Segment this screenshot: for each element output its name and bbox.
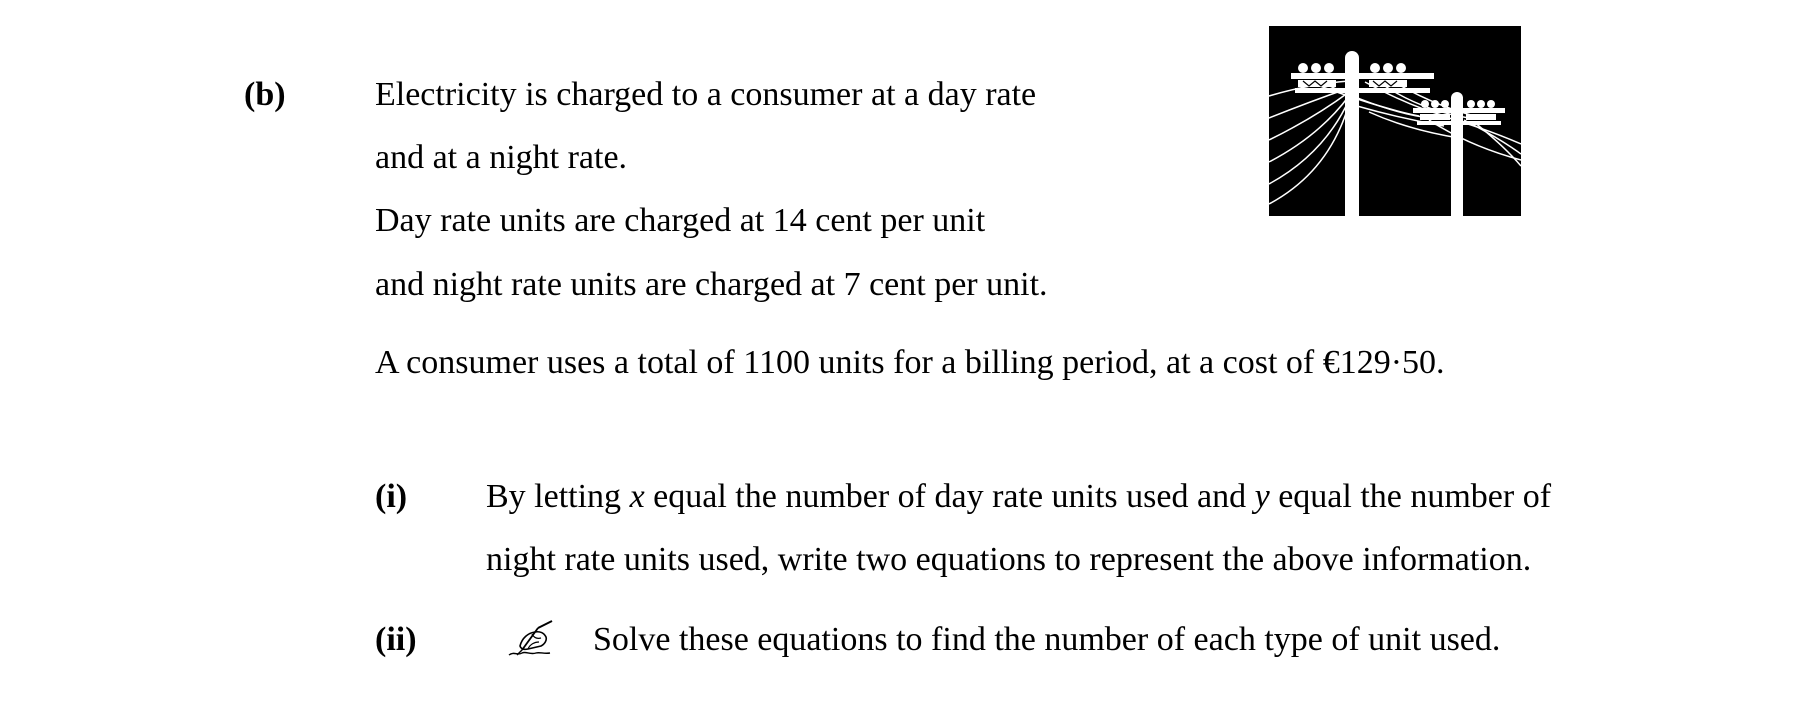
sub-question-ii-text: Solve these equations to find the number of each type of unit used. — [593, 621, 1501, 658]
sub-question-i-line-1 — [486, 477, 1551, 517]
sub-question-ii-label: (ii) — [375, 621, 417, 658]
sub-question-i-line-2: night rate units used, write two equations to represent the above information. — [486, 541, 1532, 578]
intro-line-1: Electricity is charged to a consumer at a day rate — [375, 76, 1037, 113]
intro-line-2: and at a night rate. — [375, 139, 628, 176]
intro-line-3: Day rate units are charged at 14 cent per unit — [375, 202, 986, 239]
sub-question-i-text-a: By letting — [486, 478, 630, 515]
sub-question-i-text-b: equal the number of day rate units used and — [644, 478, 1255, 515]
consumer-usage-line: A consumer uses a total of 1100 units for a billing period, at a cost of €129·50. — [375, 344, 1445, 381]
electricity-pylon-icon — [1269, 26, 1521, 216]
variable-x: x — [629, 478, 645, 515]
sub-question-i-label: (i) — [375, 478, 408, 515]
part-b-label: (b) — [244, 76, 286, 113]
pen-writing-icon — [508, 620, 554, 658]
variable-y: y — [1254, 478, 1270, 515]
intro-line-4: and night rate units are charged at 7 cent per unit. — [375, 266, 1048, 303]
sub-question-i-text-c: equal the number of — [1269, 478, 1552, 515]
